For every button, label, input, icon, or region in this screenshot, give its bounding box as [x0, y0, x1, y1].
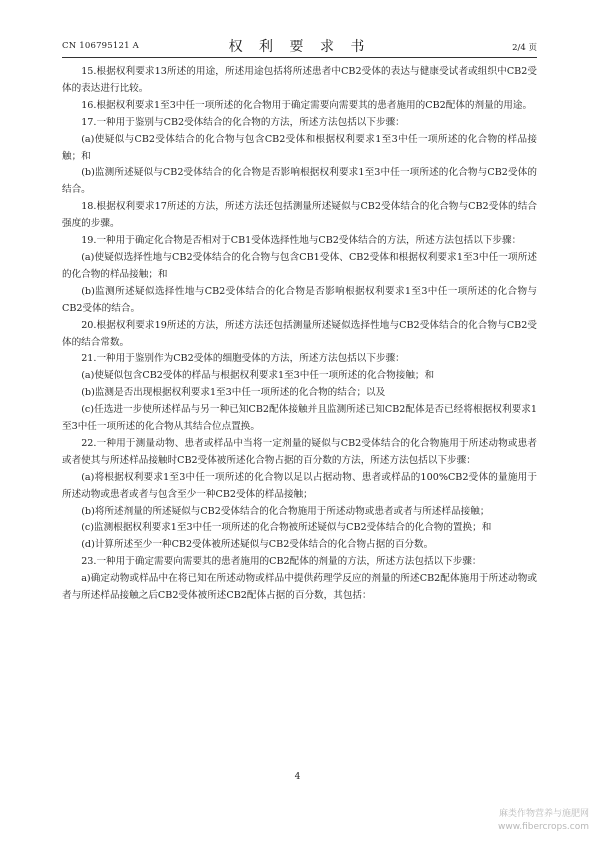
watermark-line-2: www.fibercrops.com [498, 822, 589, 832]
claim-22-step-b: (b)将所述剂量的所述疑似与CB2受体结合的化合物施用于所述动物或患者或者与所述样品接触； [81, 505, 490, 517]
claim-18: 18.根据权利要求17所述的方法，所述方法还包括测量所述疑似与CB2受体结合的化合物与CB2受体的结合强度的步骤。 [62, 201, 537, 230]
claim-22-step-d: (d)计算所述至少一种CB2受体被所述疑似与CB2受体结合的化合物占据的百分数。 [81, 539, 434, 551]
claim-22-step-c: (c)监测根据权利要求1至3中任一项所述的化合物被所述疑似与CB2受体结合的化合物的置换；和 [81, 522, 492, 534]
claim-22: 22.一种用于测量动物、患者或样品中当将一定剂量的疑似与CB2受体结合的化合物施用于所述动物或患者或者使其与所述样品接触时CB2受体被所述化合物占据的百分数的方法，所述方法包括以下步骤： [62, 437, 537, 466]
claim-19: 19.一种用于确定化合物是否相对于CB1受体选择性地与CB2受体结合的方法，所述方法包括以下步骤： [81, 235, 522, 247]
claim-19-step-b: (b)监测所述疑似选择性地与CB2受体结合的化合物是否影响根据权利要求1至3中任一项所述的化合物与CB2受体的结合。 [62, 285, 537, 314]
claim-21-step-a: (a)使疑似包含CB2受体的样品与根据权利要求1至3中任一项所述的化合物接触；和 [81, 370, 435, 382]
header-divider [62, 57, 537, 58]
page-title: 权 利 要 求 书 [228, 39, 371, 55]
claim-23-step-a: a)确定动物或样品中在将已知在所述动物或样品中提供药理学反应的剂量的所述CB2配体施用于所述动物或者与所述样品接触之后CB2受体被所述CB2配体占据的百分数，其包括： [62, 573, 537, 602]
claim-17: 17.一种用于鉴别与CB2受体结合的化合物的方法，所述方法包括以下步骤： [81, 116, 405, 128]
claim-17-step-a: (a)使疑似与CB2受体结合的化合物与包含CB2受体和根据权利要求1至3中任一项所述的化合物的样品接触；和 [62, 133, 537, 162]
claims-body [62, 64, 537, 605]
claim-21-step-c: (c)任选进一步使所述样品与另一种已知CB2配体接触并且监测所述已知CB2配体是否已经将根据权利要求1至3中任一项所述的化合物从其结合位点置换。 [62, 404, 537, 433]
document-number: CN 106795121 A [62, 41, 139, 51]
claim-17-step-b: (b)监测所述疑似与CB2受体结合的化合物是否影响根据权利要求1至3中任一项所述的化合物与CB2受体的结合。 [62, 167, 537, 196]
watermark [498, 808, 589, 834]
page-number: 4 [294, 772, 301, 782]
page-info: 2/4 页 [512, 43, 537, 53]
page-header [62, 34, 537, 58]
claim-21-step-b: (b)监测是否出现根据权利要求1至3中任一项所述的化合物的结合；以及 [81, 387, 386, 399]
claim-19-step-a: (a)使疑似选择性地与CB2受体结合的化合物与包含CB1受体、CB2受体和根据权利要求1至3中任一项所述的化合物的样品接触；和 [62, 251, 537, 280]
claim-21: 21.一种用于鉴别作为CB2受体的细胞受体的方法，所述方法包括以下步骤： [81, 353, 405, 365]
claim-20: 20.根据权利要求19所述的方法，所述方法还包括测量所述疑似选择性地与CB2受体结合的化合物与CB2受体的结合常数。 [62, 319, 537, 348]
claim-23: 23.一种用于确定需要向需要其的患者施用的CB2配体的剂量的方法，所述方法包括以下步骤： [81, 556, 482, 568]
claim-22-step-a: (a)将根据权利要求1至3中任一项所述的化合物以足以占据动物、患者或样品的100%CB2受体的量施用于所述动物或患者或者与包含至少一种CB2受体的样品接触； [62, 471, 537, 500]
claim-15: 15.根据权利要求13所述的用途，所述用途包括将所述患者中CB2受体的表达与健康受试者或组织中CB2受体的表达进行比较。 [62, 66, 537, 94]
watermark-line-1: 麻类作物营养与施肥网 [498, 809, 589, 819]
claim-16: 16.根据权利要求1至3中任一项所述的化合物用于确定需要向需要其的患者施用的CB2配体的剂量的用途。 [81, 99, 533, 111]
